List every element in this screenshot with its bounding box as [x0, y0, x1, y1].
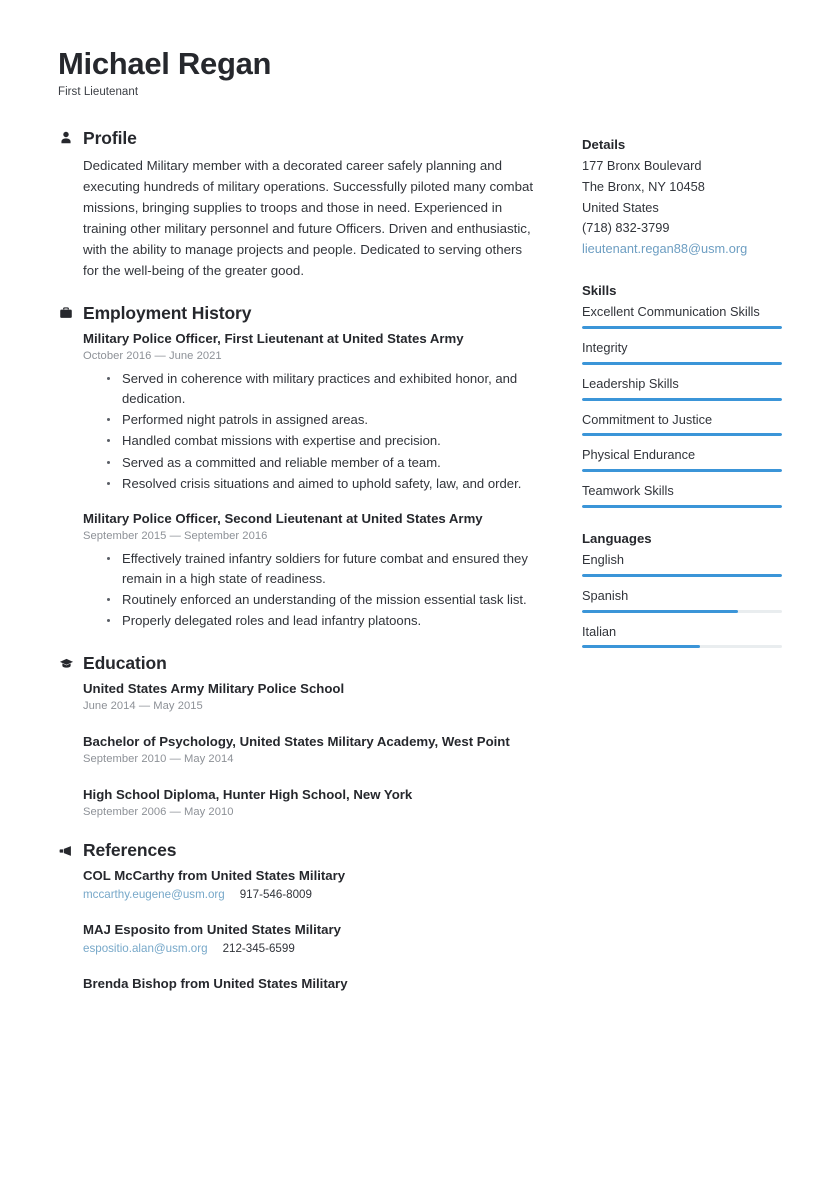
- sidebar-languages-title: Languages: [582, 530, 652, 546]
- skill-rating-track: [582, 362, 782, 365]
- reference-phone: 917-546-8009: [239, 888, 312, 902]
- detail-phone: (718) 832-3799: [582, 220, 670, 236]
- skill-rating-track: [582, 326, 782, 329]
- sidebar-skills-block: [582, 283, 782, 508]
- skill-item: [582, 374, 782, 401]
- skill-label: Teamwork Skills: [582, 483, 674, 499]
- bullet-item: Routinely enforced an understanding of the mission essential task list.: [105, 590, 534, 610]
- employment-entry-date: October 2016 — June 2021: [83, 349, 222, 362]
- candidate-job-title: First Lieutenant: [58, 85, 139, 98]
- skill-rating-fill: [582, 469, 782, 472]
- skill-rating-fill: [582, 362, 782, 365]
- section-profile-header: [58, 128, 534, 149]
- skill-rating-fill: [582, 433, 782, 436]
- section-profile-title: Profile: [83, 127, 137, 148]
- reference-entry: [83, 867, 534, 901]
- section-references-title: References: [83, 840, 177, 861]
- section-education-title: Education: [83, 653, 167, 674]
- bullet-item: Resolved crisis situations and aimed to uphold safety, law, and order.: [105, 474, 534, 494]
- employment-entry-bullets: [83, 369, 534, 494]
- language-rating-track: [582, 574, 782, 577]
- skill-label: Integrity: [582, 339, 628, 355]
- language-item: [582, 550, 782, 577]
- education-entry: [83, 680, 534, 712]
- education-entry-date: June 2014 — May 2015: [83, 700, 203, 713]
- person-icon: [58, 130, 74, 146]
- employment-entry-date: September 2015 — September 2016: [83, 529, 268, 542]
- bullet-item: Properly delegated roles and lead infantry platoons.: [105, 611, 534, 631]
- reference-entry-title: MAJ Esposito from United States Military: [83, 922, 341, 938]
- education-entry-title: Bachelor of Psychology, United States Military Academy, West Point: [83, 734, 510, 750]
- skill-item: [582, 445, 782, 472]
- section-employment: [58, 303, 534, 631]
- section-employment-header: [58, 303, 534, 324]
- resume-header: [58, 46, 782, 98]
- education-entry-date: September 2006 — May 2010: [83, 806, 234, 819]
- skill-item: [582, 410, 782, 437]
- language-item: [582, 586, 782, 613]
- education-entry-date: September 2010 — May 2014: [83, 753, 234, 766]
- section-employment-title: Employment History: [83, 302, 252, 323]
- section-employment-body: [58, 330, 534, 631]
- skill-rating-track: [582, 398, 782, 401]
- bullet-item: Served as a committed and reliable member of a team.: [105, 453, 534, 473]
- skill-item: [582, 481, 782, 508]
- section-references-body: [58, 867, 534, 993]
- employment-entry: [83, 510, 534, 632]
- sidebar-column: [582, 128, 782, 671]
- section-references: [58, 840, 534, 993]
- language-item: [582, 622, 782, 649]
- graduation-cap-icon: [58, 656, 74, 672]
- skill-label: Leadership Skills: [582, 375, 679, 391]
- education-entry-title: High School Diploma, Hunter High School, New York: [83, 787, 413, 803]
- skill-rating-fill: [582, 398, 782, 401]
- detail-country: United States: [582, 199, 659, 215]
- language-rating-fill: [582, 645, 700, 648]
- main-column: [58, 128, 558, 1015]
- language-rating-fill: [582, 610, 738, 613]
- language-label: Italian: [582, 623, 617, 639]
- language-rating-track: [582, 645, 782, 648]
- bullet-item: Effectively trained infantry soldiers for future combat and ensured they remain in a high state of readiness.: [105, 549, 534, 589]
- reference-entry-title: COL McCarthy from United States Military: [83, 868, 346, 884]
- reference-email-link[interactable]: espositio.alan@usm.org: [83, 942, 208, 956]
- profile-summary-text: Dedicated Military member with a decorated career safely planning and executing hundreds of military operations. Successfully piloted many combat missions, bringing supplies to troops and those in need. Experienced in training other military personnel and future Officers. Driven and enthusiastic, with the ability to manage projects and people. Dedicated to serving others for the well-being of the greater good.: [83, 157, 534, 278]
- reference-phone: 212-345-6599: [222, 942, 295, 956]
- skill-rating-track: [582, 505, 782, 508]
- reference-entry-title: Brenda Bishop from United States Military: [83, 976, 348, 992]
- bullet-item: Served in coherence with military practices and exhibited honor, and dedication.: [105, 369, 534, 409]
- education-entry: [83, 786, 534, 818]
- skill-rating-fill: [582, 326, 782, 329]
- skill-rating-fill: [582, 505, 782, 508]
- employment-entry-title: Military Police Officer, Second Lieutenant at United States Army: [83, 510, 483, 526]
- education-entry: [83, 733, 534, 765]
- reference-entry: [83, 975, 534, 993]
- section-profile-body: [58, 155, 534, 281]
- sidebar-languages-block: [582, 531, 782, 648]
- skill-item: [582, 302, 782, 329]
- skill-label: Commitment to Justice: [582, 411, 713, 427]
- reference-entry: [83, 921, 534, 955]
- skill-rating-track: [582, 469, 782, 472]
- detail-address-line-2: The Bronx, NY 10458: [582, 178, 705, 194]
- briefcase-icon: [58, 305, 74, 321]
- section-profile: [58, 128, 534, 281]
- language-label: Spanish: [582, 587, 629, 603]
- detail-email-link[interactable]: lieutenant.regan88@usm.org: [582, 241, 748, 257]
- education-entry-title: United States Army Military Police School: [83, 681, 345, 697]
- sidebar-details-title: Details: [582, 136, 626, 152]
- employment-entry: [83, 330, 534, 494]
- candidate-name: Michael Regan: [58, 46, 272, 81]
- reference-email-link[interactable]: mccarthy.eugene@usm.org: [83, 888, 225, 902]
- section-education-header: [58, 653, 534, 674]
- bullet-item: Performed night patrols in assigned areas.: [105, 410, 534, 430]
- section-references-header: [58, 840, 534, 861]
- sidebar-skills-title: Skills: [582, 283, 617, 299]
- language-rating-fill: [582, 574, 782, 577]
- bullet-item: Handled combat missions with expertise and precision.: [105, 431, 534, 451]
- employment-entry-bullets: [83, 549, 534, 632]
- language-rating-track: [582, 610, 782, 613]
- skill-item: [582, 338, 782, 365]
- language-label: English: [582, 551, 624, 567]
- reference-contacts: [83, 888, 534, 901]
- reference-contacts: [83, 942, 534, 955]
- employment-entry-title: Military Police Officer, First Lieutenant at United States Army: [83, 330, 464, 346]
- skill-rating-track: [582, 433, 782, 436]
- section-education-body: [58, 680, 534, 818]
- skill-label: Physical Endurance: [582, 447, 696, 463]
- detail-address-line-1: 177 Bronx Boulevard: [582, 157, 702, 173]
- sidebar-details-block: [582, 137, 782, 260]
- skill-label: Excellent Communication Skills: [582, 304, 760, 320]
- megaphone-icon: [58, 843, 74, 859]
- resume-columns: [58, 128, 782, 1015]
- section-education: [58, 653, 534, 818]
